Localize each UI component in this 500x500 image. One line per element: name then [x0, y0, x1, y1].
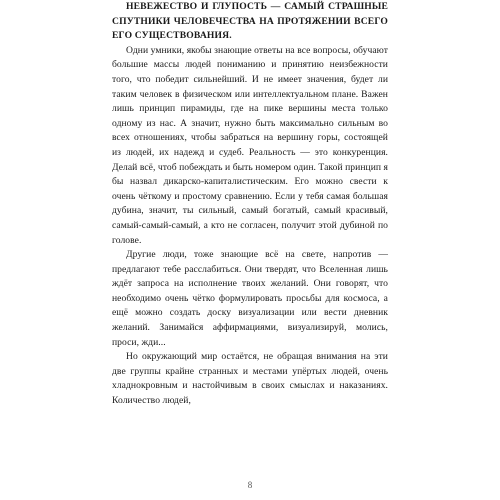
page-number: 8 [247, 480, 253, 490]
page-text [112, 0, 388, 409]
paragraph-1: Одни умники, якобы знающие ответы на все вопросы, обучают большие массы людей пониманию и принятию неизбежности того, что победит сильнейший. И не имеет значения, будет ли таким человек в физическом или интеллектуальном плане. Важен лишь принцип пирамиды, где на пике вершины места только одному из нас. А значит, нужно быть максимально сильным во всех отношениях, чтобы забраться на вершину горы, состоящей из людей, их надежд и судеб. Реальность — это конкуренция. Делай всё, чтоб побеждать и быть номером один. Такой принцип я бы назвал дикарско-капиталистическим. Его можно свести к очень чёткому и простому сравнению. Если у тебя самая большая дубина, значит, ты сильный, самый богатый, самый красивый, самый-самый-самый, а кто не согласен, получит этой дубиной по голове. [112, 44, 388, 246]
section-heading: НЕВЕЖЕСТВО И ГЛУПОСТЬ — САМЫЙ СТРАШНЫЕ СПУТНИКИ ЧЕЛОВЕЧЕСТВА НА ПРОТЯЖЕНИИ ВСЕГО ЕГО СУЩЕСТВОВАНИЯ. [112, 1, 388, 42]
paragraph-2: Другие люди, тоже знающие всё на свете, напротив — предлагают тебе расслабиться. Они твердят, что Вселенная лишь ждёт запроса на исполнение твоих желаний. Они говорят, что необходимо очень чётко формулировать просьбы для космоса, а ещё можно создать доску визуализации или вести дневник желаний. Занимайся аффирмациями, визуализируй, молись, проси, жди... [112, 249, 388, 348]
paragraph-3: Но окружающий мир остаётся, не обращая внимания на эти две группы крайне странных и местами упёртых людей, очень хладнокровным и настойчивым в своих смыслах и наказаниях. Количество людей, [112, 351, 388, 407]
